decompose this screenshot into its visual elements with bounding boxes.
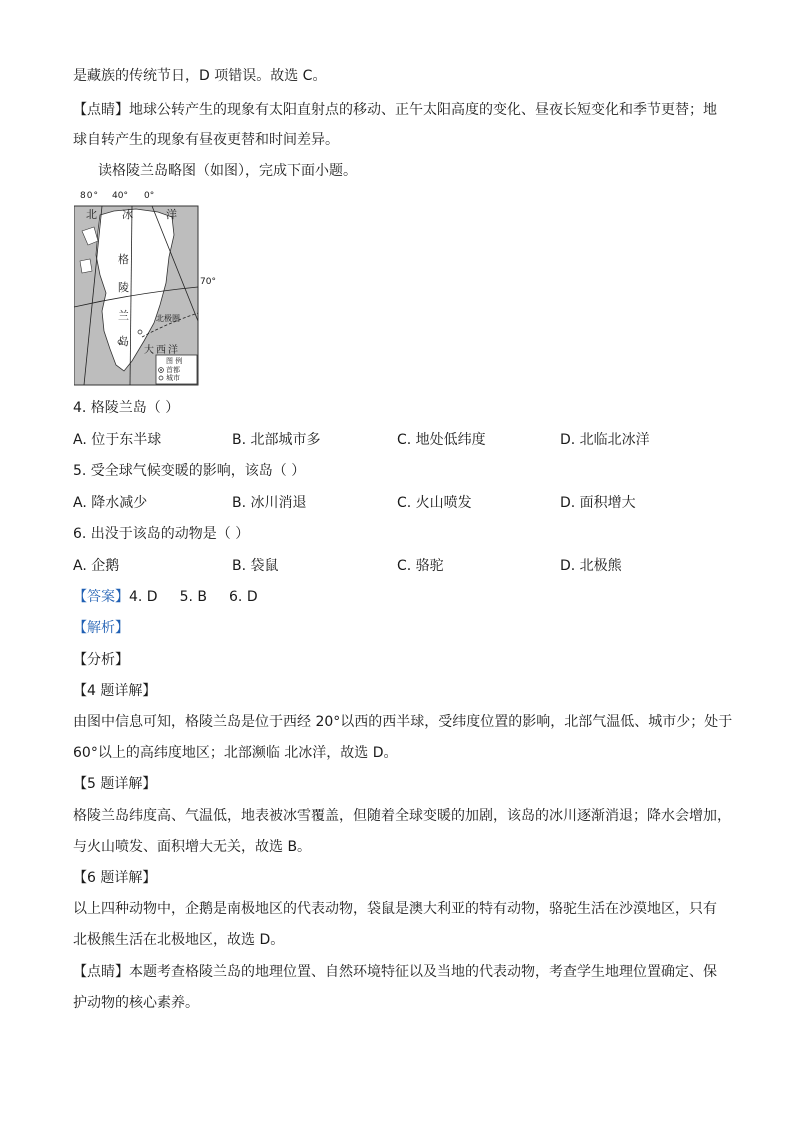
- ocean-label-3: 洋: [166, 208, 177, 221]
- island-label-1: 格: [118, 253, 129, 266]
- q6-option-b: B. 袋鼠: [232, 558, 279, 574]
- q5-option-a: A. 降水减少: [73, 495, 148, 511]
- q6-detail-text-cont: 北极熊生活在北极地区，故选 D。: [73, 932, 285, 948]
- q6-detail-title: 【6 题详解】: [73, 870, 157, 886]
- island-label-4: 岛: [118, 335, 129, 348]
- lon-label-0: 0°: [144, 191, 155, 201]
- lat-label-70: 70°: [200, 277, 216, 287]
- answer-item: 5. B: [179, 589, 208, 605]
- q4-detail-title: 【4 题详解】: [73, 683, 157, 699]
- question-4-stem: 4. 格陵兰岛（ ）: [73, 400, 180, 416]
- q6-option-d: D. 北极熊: [560, 558, 622, 574]
- legend-capital: 首都: [166, 366, 180, 374]
- q4-option-c: C. 地处低纬度: [397, 432, 486, 448]
- q5-option-c: C. 火山喷发: [397, 495, 472, 511]
- q4-option-a: A. 位于东半球: [73, 432, 162, 448]
- q4-option-d: D. 北临北冰洋: [560, 432, 650, 448]
- q4-detail-text-cont: 60°以上的高纬度地区；北部濒临 北冰洋，故选 D。: [73, 745, 398, 761]
- final-tip-cont: 护动物的核心素养。: [73, 995, 199, 1011]
- island-label-3: 兰: [118, 309, 129, 322]
- legend-city: 城市: [166, 374, 180, 382]
- intro-tip-cont: 球自转产生的现象有昼夜更替和时间差异。: [73, 132, 339, 148]
- question-6-stem: 6. 出没于该岛的动物是（ ）: [73, 526, 250, 542]
- answer-item: 6. D: [229, 589, 258, 605]
- intro-line: 是藏族的传统节日，D 项错误。故选 C。: [73, 68, 327, 84]
- q6-detail-text: 以上四种动物中，企鹅是南极地区的代表动物，袋鼠是澳大利亚的特有动物，骆驼生活在沙漠地区，只有: [73, 901, 717, 917]
- lon-label-40: 40°: [112, 191, 128, 201]
- answer-item: 4. D: [129, 589, 158, 605]
- ocean-label-2: 冰: [122, 208, 133, 221]
- arctic-circle-label: 北极圈: [156, 314, 180, 323]
- q4-detail-text: 由图中信息可知，格陵兰岛是位于西经 20°以西的西半球，受纬度位置的影响，北部气温低、城市少；处于: [73, 714, 733, 730]
- tip-label: 【点睛】: [73, 102, 129, 118]
- island-label-2: 陵: [118, 281, 129, 294]
- legend-title: 图 例: [166, 357, 183, 365]
- atlantic-label: 大西洋: [144, 345, 180, 356]
- tip-text: 地球公转产生的现象有太阳直射点的移动、正午太阳高度的变化、昼夜长短变化和季节更替；地: [129, 102, 717, 118]
- lon-label-80: 80°: [80, 191, 99, 201]
- fenxi-heading: 【分析】: [73, 652, 129, 668]
- greenland-map: [74, 191, 216, 386]
- question-prompt: 读格陵兰岛略图（如图），完成下面小题。: [98, 163, 357, 179]
- analysis-heading: 【解析】: [73, 620, 129, 636]
- q4-option-b: B. 北部城市多: [232, 432, 321, 448]
- answer-label: 【答案】: [73, 589, 129, 605]
- q5-detail-text-cont: 与火山喷发、面积增大无关，故选 B。: [73, 839, 312, 855]
- final-tip-text: 本题考查格陵兰岛的地理位置、自然环境特征以及当地的代表动物，考查学生地理位置确定、保: [129, 964, 717, 980]
- ocean-label-1: 北: [86, 208, 97, 221]
- answer-line: [73, 587, 723, 607]
- q5-detail-text: 格陵兰岛纬度高、气温低，地表被冰雪覆盖，但随着全球变暖的加剧，该岛的冰川逐渐消退；降水会增加，: [73, 808, 731, 824]
- q5-option-b: B. 冰川消退: [232, 495, 307, 511]
- final-tip-label: 【点睛】: [73, 964, 129, 980]
- intro-tip: [73, 100, 723, 120]
- q5-option-d: D. 面积增大: [560, 495, 636, 511]
- question-5-stem: 5. 受全球气候变暖的影响，该岛（ ）: [73, 463, 306, 479]
- q6-option-a: A. 企鹅: [73, 558, 120, 574]
- q5-detail-title: 【5 题详解】: [73, 776, 157, 792]
- final-tip: [73, 962, 723, 982]
- q6-option-c: C. 骆驼: [397, 558, 444, 574]
